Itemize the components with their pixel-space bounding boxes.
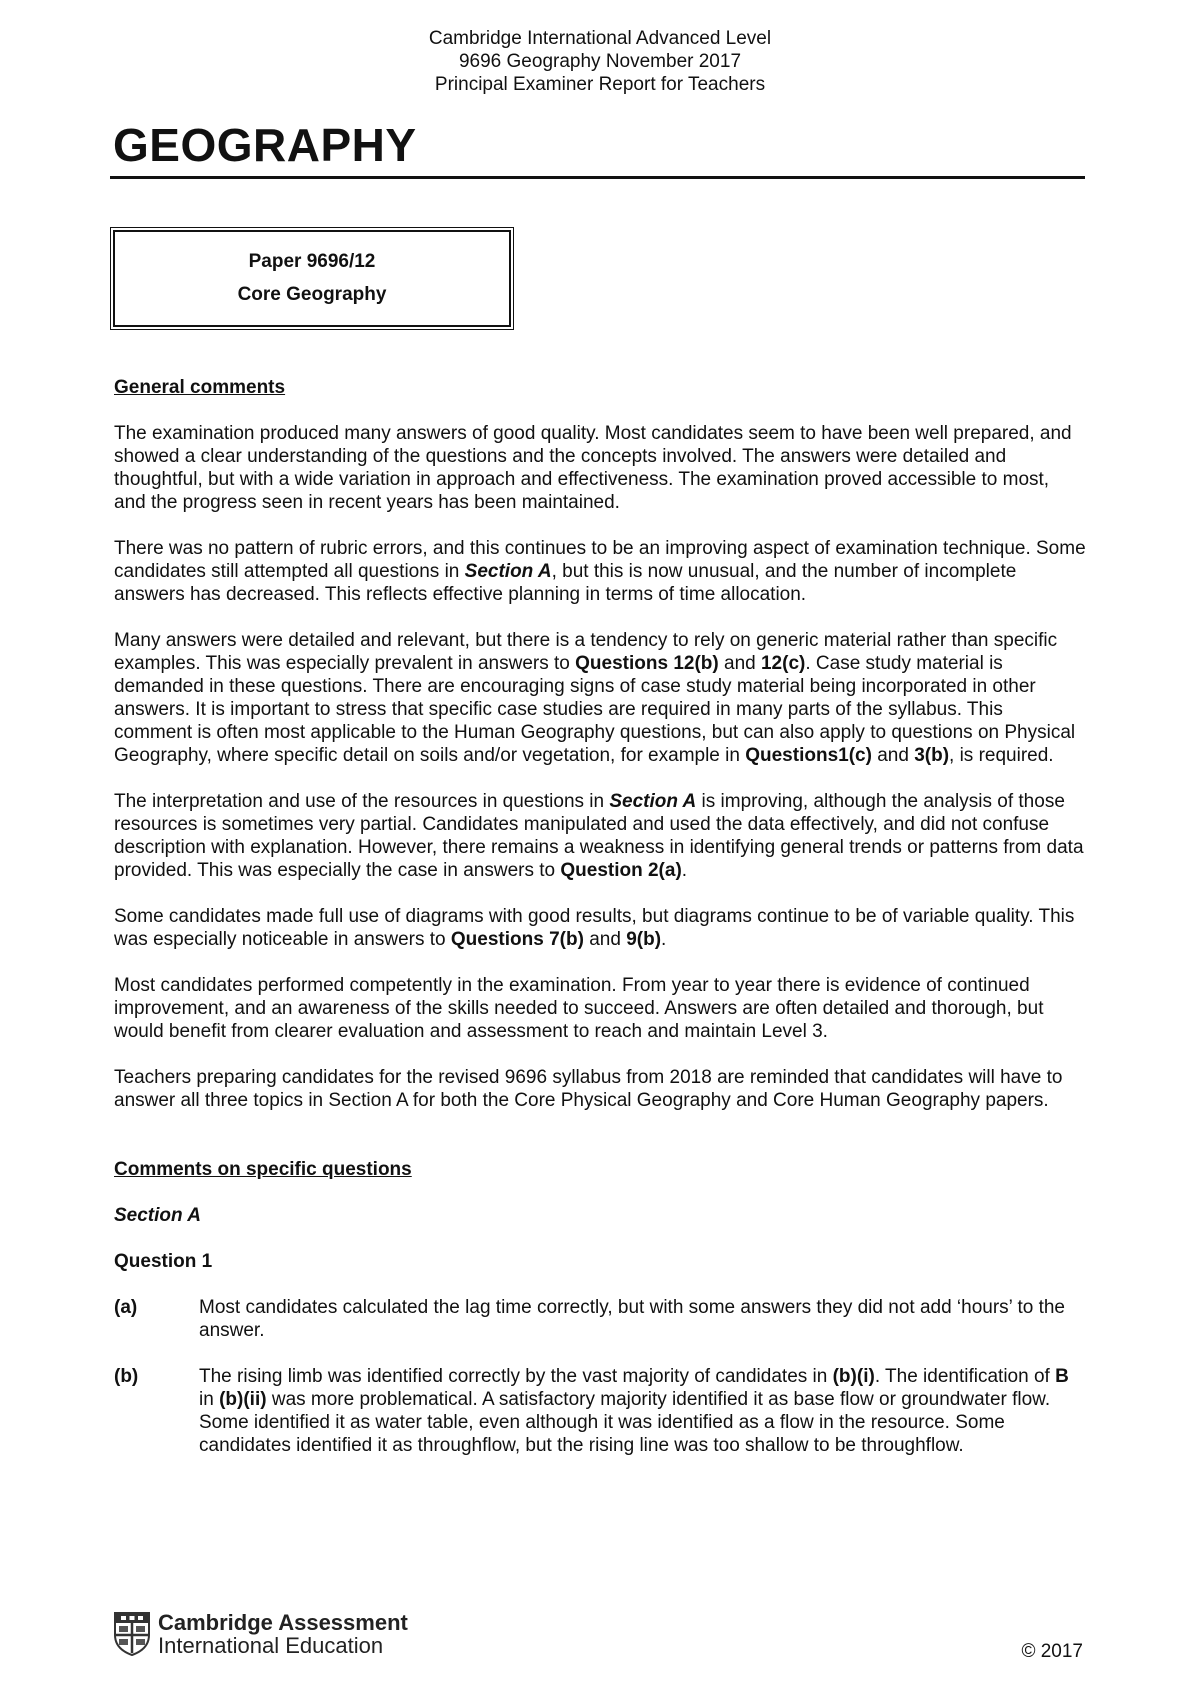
question-1-label: Question 1 bbox=[114, 1251, 213, 1272]
general-paragraph-4: The interpretation and use of the resources in questions in Section A is improving, although the analysis of those resources is sometimes very partial. Candidates manipulated and used the data effectively, and did not confuse description with explanation. However, there remains a weakness in identifying general trends or patterns from data provided. This was especially the case in answers to Question 2(a). bbox=[114, 791, 1084, 881]
general-comments-heading: General comments bbox=[114, 377, 286, 398]
general-paragraph-6: Most candidates performed competently in the examination. From year to year there is evidence of continued improvement, and an awareness of the skills needed to succeed. Answers are often detailed and thorough, but would benefit from clearer evaluation and assessment to reach and maintain Level 3. bbox=[114, 975, 1044, 1042]
header-qualification: Cambridge International Advanced Level bbox=[428, 28, 772, 49]
specific-comments-heading: Comments on specific questions bbox=[114, 1159, 412, 1180]
question-part-a bbox=[114, 1296, 1086, 1342]
general-paragraph-2: There was no pattern of rubric errors, and this continues to be an improving aspect of examination technique. Some candidates still attempted all questions in Section A, but this is now unusual, and the number of incomplete answers has decreased. This reflects effective planning in terms of time allocation. bbox=[114, 538, 1086, 605]
part-b-text: The rising limb was identified correctly by the vast majority of candidates in (b)(i). The identification of B in (b)(ii) was more problematical. A satisfactory majority identified it as base flow or groundwater flow. Some identified it as water table, even although it was identified as a flow in the resource. Some candidates identified it as throughflow, but the rising line was too shallow to be throughflow. bbox=[199, 1366, 1069, 1456]
title-divider bbox=[110, 176, 1085, 179]
cambridge-shield-icon bbox=[113, 1611, 151, 1657]
report-content bbox=[114, 376, 1086, 1480]
general-paragraph-7: Teachers preparing candidates for the revised 9696 syllabus from 2018 are reminded that candidates will have to answer all three topics in Section A for both the Core Physical Geography and Core Human Geography papers. bbox=[114, 1067, 1063, 1111]
paper-box bbox=[110, 227, 514, 330]
copyright-notice: © 2017 bbox=[1021, 1641, 1083, 1662]
part-b-label: (b) bbox=[114, 1366, 139, 1387]
general-paragraph-3: Many answers were detailed and relevant, but there is a tendency to rely on generic material rather than specific examples. This was especially prevalent in answers to Questions 12(b) and 12(c). Case study material is demanded in these questions. There are encouraging signs of case study material being incorporated in other answers. It is important to stress that specific case studies are required in many parts of the syllabus. This comment is often most applicable to the Human Geography questions, but can also apply to questions on Physical Geography, where specific detail on soils and/or vegetation, for example in Questions1(c) and 3(b), is required. bbox=[114, 630, 1076, 766]
question-part-b bbox=[114, 1365, 1086, 1457]
logo-line-1: Cambridge Assessment bbox=[158, 1610, 408, 1635]
paper-number: Paper 9696/12 bbox=[248, 251, 376, 272]
cambridge-logo bbox=[113, 1611, 408, 1657]
header-syllabus: 9696 Geography November 2017 bbox=[458, 51, 742, 72]
section-a-label: Section A bbox=[114, 1205, 201, 1226]
subject-title: GEOGRAPHY bbox=[113, 119, 417, 171]
paper-name: Core Geography bbox=[237, 284, 387, 305]
general-paragraph-5: Some candidates made full use of diagrams with good results, but diagrams continue to be of variable quality. This was especially noticeable in answers to Questions 7(b) and 9(b). bbox=[114, 906, 1075, 950]
general-paragraph-1: The examination produced many answers of good quality. Most candidates seem to have been well prepared, and showed a clear understanding of the questions and the concepts involved. The answers were detailed and thoughtful, but with a wide variation in approach and effectiveness. The examination proved accessible to most, and the progress seen in recent years has been maintained. bbox=[114, 423, 1072, 513]
logo-line-2: International Education bbox=[158, 1633, 384, 1658]
page-header bbox=[0, 27, 1190, 96]
header-report-type: Principal Examiner Report for Teachers bbox=[434, 74, 766, 95]
part-a-text: Most candidates calculated the lag time correctly, but with some answers they did not add ‘hours’ to the answer. bbox=[199, 1297, 1066, 1341]
part-a-label: (a) bbox=[114, 1297, 138, 1318]
